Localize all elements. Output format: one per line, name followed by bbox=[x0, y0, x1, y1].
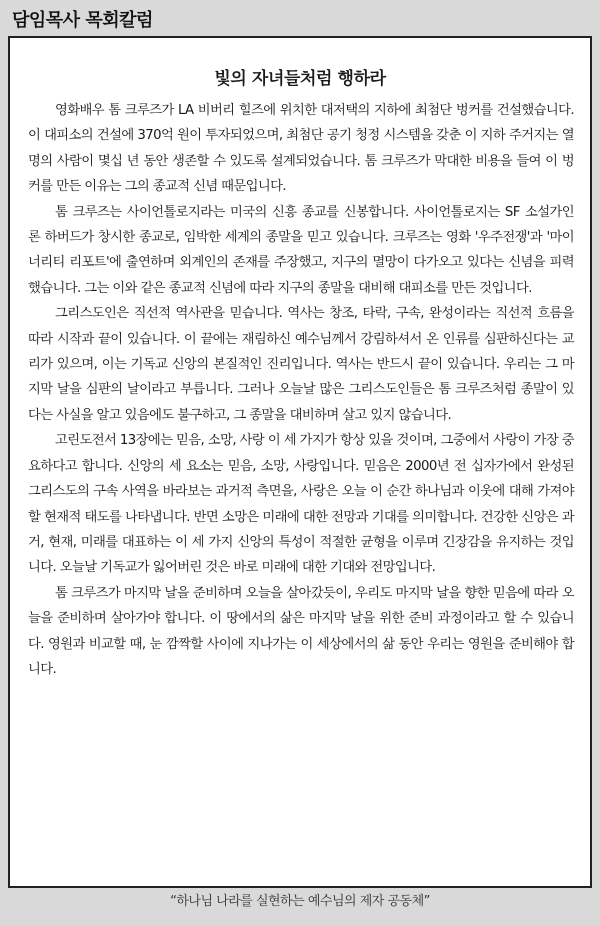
article-body bbox=[28, 98, 574, 682]
article-paragraph: 그리스도인은 직선적 역사관을 믿습니다. 역사는 창조, 타락, 구속, 완성이라는 직선적 흐름을 따라 시작과 끝이 있습니다. 이 끝에는 재림하신 예수님께서 강림하셔서 온 인류를 심판하신다는 교리가 있으며, 이는 기독교 신앙의 본질적인 진리입니다. 역사는 반드시 끝이 있습니다. 우리는 그 마지막 날을 심판의 날이라고 부릅니다. 그러나 오늘날 많은 그리스도인들은 톰 크루즈처럼 종말이 있다는 사실을 알고 있음에도 불구하고, 그 종말을 대비하며 살고 있지 않습니다. bbox=[28, 306, 574, 423]
column-section-title: 담임목사 목회칼럼 bbox=[12, 10, 153, 31]
column-header bbox=[0, 0, 600, 34]
article-paragraph: 톰 크루즈가 마지막 날을 준비하며 오늘을 살아갔듯이, 우리도 마지막 날을 향한 믿음에 따라 오늘을 준비하며 살아가야 합니다. 이 땅에서의 삶은 마지막 날을 위한 준비 과정이라고 할 수 있습니다. 영원과 비교할 때, 눈 깜짝할 사이에 지나가는 이 세상에서의 삶 동안 우리는 영원을 준비해야 합니다. bbox=[28, 585, 574, 677]
article-panel bbox=[8, 36, 592, 888]
article-title: 빛의 자녀들처럼 행하라 bbox=[214, 69, 386, 89]
article-paragraph: 고린도전서 13장에는 믿음, 소망, 사랑 이 세 가지가 항상 있을 것이며, 그중에서 사랑이 가장 중요하다고 합니다. 신앙의 세 요소는 믿음, 소망, 사랑입니다. 믿음은 2000년 전 십자가에서 완성된 그리스도의 구속 사역을 바라보는 과거적 측면을, 사랑은 오늘 이 순간 하나님과 이웃에 대해 가져야 할 현재적 태도를 나타냅니다. 반면 소망은 미래에 대한 전망과 기대를 의미합니다. 건강한 신앙은 과거, 현재, 미래를 대표하는 이 세 가지 신앙의 특성이 적절한 균형을 이루며 긴장감을 유지하는 것입니다. 오늘날 기독교가 잃어버린 것은 바로 미래에 대한 기대와 전망입니다. bbox=[28, 433, 574, 576]
article-paragraph: 영화배우 톰 크루즈가 LA 비버리 힐즈에 위치한 대저택의 지하에 최첨단 벙커를 건설했습니다. 이 대피소의 건설에 370억 원이 투자되었으며, 최첨단 공기 청정 시스템을 갖춘 이 지하 주거지는 열 명의 사람이 몇십 년 동안 생존할 수 있도록 설계되었습니다. 톰 크루즈가 막대한 비용을 들여 이 벙커를 만든 이유는 그의 종교적 신념 때문입니다. bbox=[28, 103, 574, 195]
church-motto: “하나님 나라를 실현하는 예수님의 제자 공동체” bbox=[170, 894, 430, 909]
article-paragraph: 톰 크루즈는 사이언톨로지라는 미국의 신흥 종교를 신봉합니다. 사이언톨로지는 SF 소설가인 론 하버드가 창시한 종교로, 임박한 세계의 종말을 믿고 있습니다. 크루즈는 영화 '우주전쟁'과 '마이너리티 리포트'에 출연하며 외계인의 존재를 주장했고, 지구의 멸망이 다가오고 있다는 신념을 피력했습니다. 그는 이와 같은 종교적 신념에 따라 지구의 종말을 대비해 대피소를 만든 것입니다. bbox=[28, 204, 574, 296]
